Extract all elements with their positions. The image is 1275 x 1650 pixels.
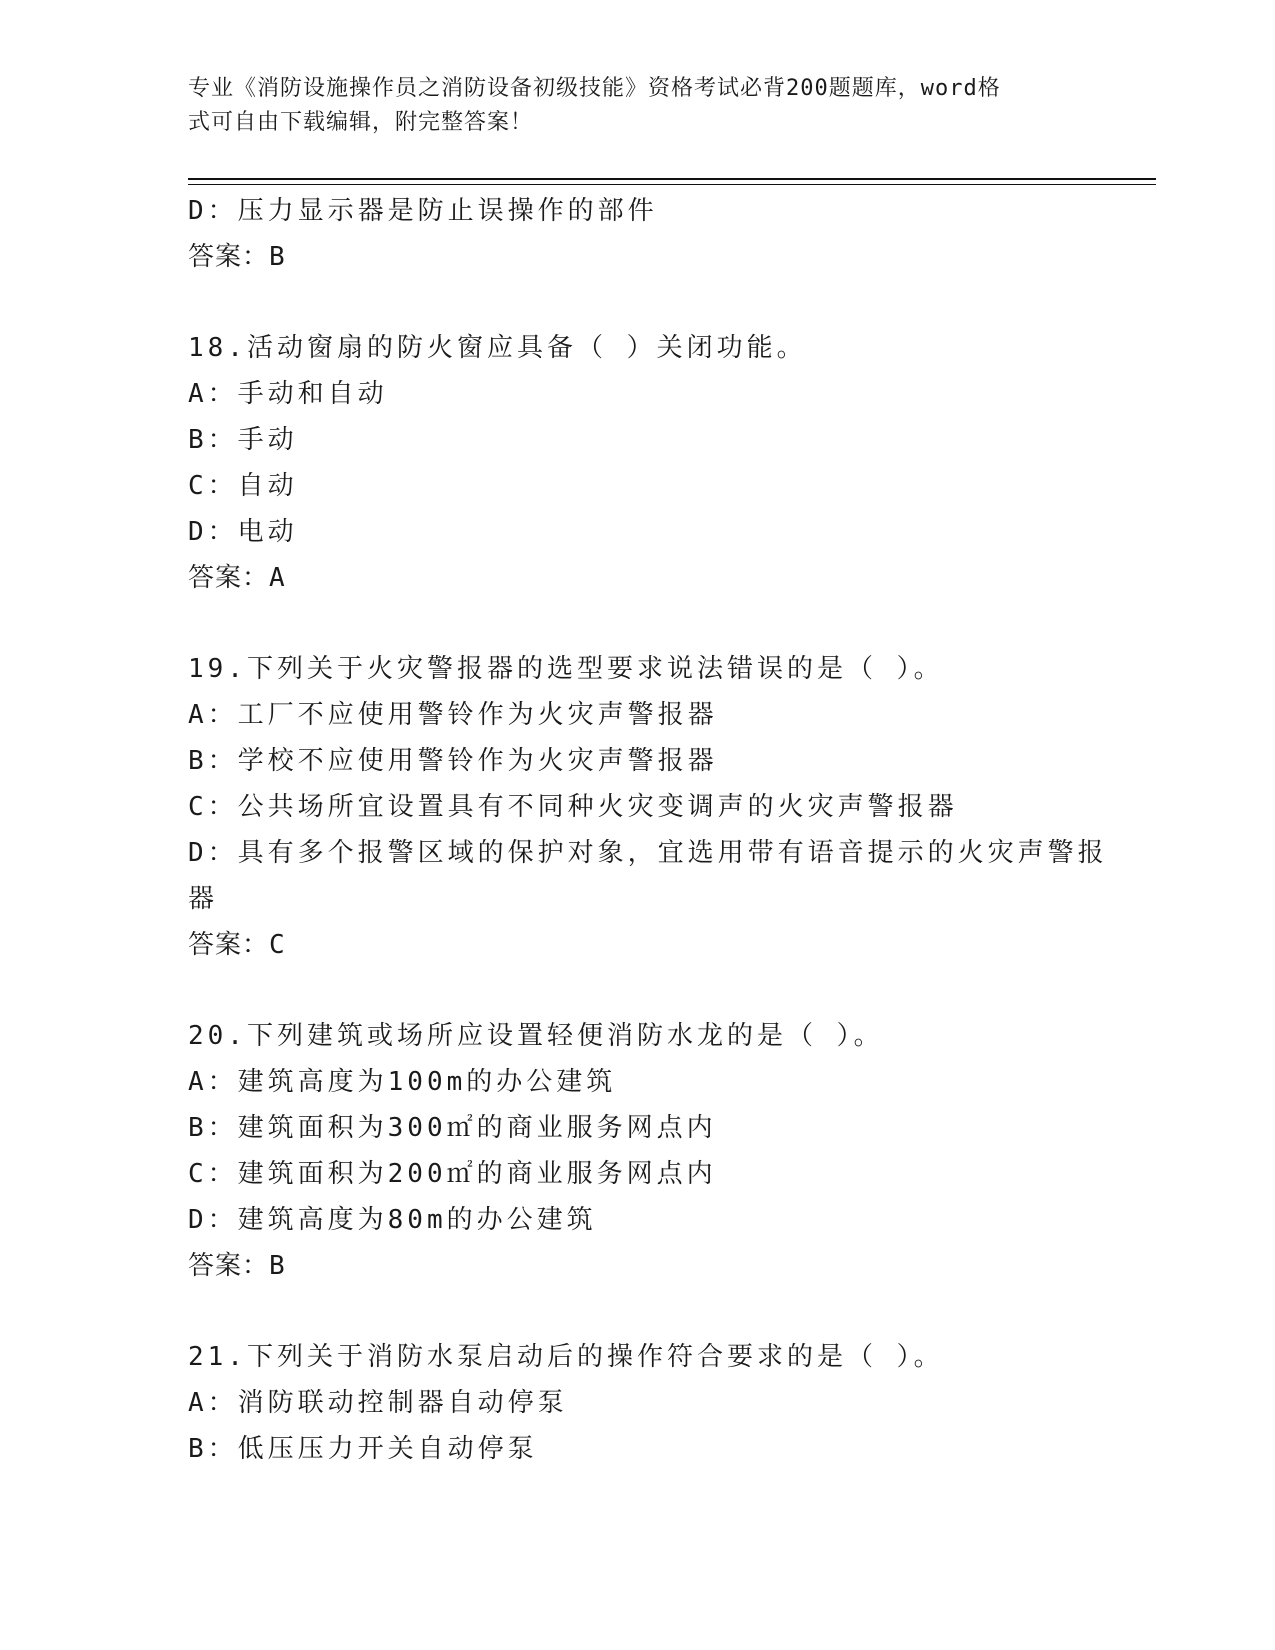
question-21: 21.下列关于消防水泵启动后的操作符合要求的是（ ）。 <box>188 1342 944 1372</box>
answer-label: 答案： <box>188 242 270 272</box>
answer-value: B <box>269 242 286 272</box>
q20-option-a: A：建筑高度为100m的办公建筑 <box>188 1067 617 1097</box>
q19-option-c: C：公共场所宜设置具有不同种火灾变调声的火灾声警报器 <box>188 792 958 822</box>
q21-option-b: B：低压压力开关自动停泵 <box>188 1434 538 1464</box>
q19-option-d-line-1: D：具有多个报警区域的保护对象，宜选用带有语音提示的火灾声警报 <box>188 838 1108 868</box>
q20-option-c: C：建筑面积为200㎡的商业服务网点内 <box>188 1159 717 1189</box>
q20-option-b: B：建筑面积为300㎡的商业服务网点内 <box>188 1113 717 1143</box>
q18-option-d: D：电动 <box>188 517 298 547</box>
q19-option-d-line-2: 器 <box>188 884 219 914</box>
header-line-2: 式可自由下载编辑，附完整答案！ <box>188 110 534 135</box>
answer-value: A <box>269 563 286 593</box>
question-19: 19.下列关于火灾警报器的选型要求说法错误的是（ ）。 <box>188 654 944 684</box>
lead-option-d: D：压力显示器是防止误操作的部件 <box>188 196 658 226</box>
answer-label: 答案： <box>188 1251 270 1281</box>
q18-option-c: C：自动 <box>188 471 298 501</box>
answer-label: 答案： <box>188 563 270 593</box>
document-body <box>188 188 1108 1472</box>
q20-option-d: D：建筑高度为80m的办公建筑 <box>188 1205 597 1235</box>
q19-option-b: B：学校不应使用警铃作为火灾声警报器 <box>188 746 718 776</box>
page-header <box>188 72 1088 140</box>
q21-option-a: A：消防联动控制器自动停泵 <box>188 1388 568 1418</box>
question-20: 20.下列建筑或场所应设置轻便消防水龙的是（ ）。 <box>188 1021 884 1051</box>
q18-option-a: A：手动和自动 <box>188 379 388 409</box>
question-18: 18.活动窗扇的防火窗应具备（ ）关闭功能。 <box>188 333 807 363</box>
q19-option-a: A：工厂不应使用警铃作为火灾声警报器 <box>188 700 718 730</box>
answer-label: 答案： <box>188 930 270 960</box>
lead-answer <box>188 234 1088 280</box>
q19-answer <box>188 922 1088 968</box>
q18-answer <box>188 555 1088 601</box>
header-rule-thin <box>188 184 1156 185</box>
q20-answer <box>188 1243 1088 1289</box>
q18-option-b: B：手动 <box>188 425 298 455</box>
header-rule-thick <box>188 178 1156 180</box>
answer-value: B <box>269 1251 286 1281</box>
answer-value: C <box>269 930 286 960</box>
header-line-1: 专业《消防设施操作员之消防设备初级技能》资格考试必背200题题库，word格 <box>188 76 1001 101</box>
